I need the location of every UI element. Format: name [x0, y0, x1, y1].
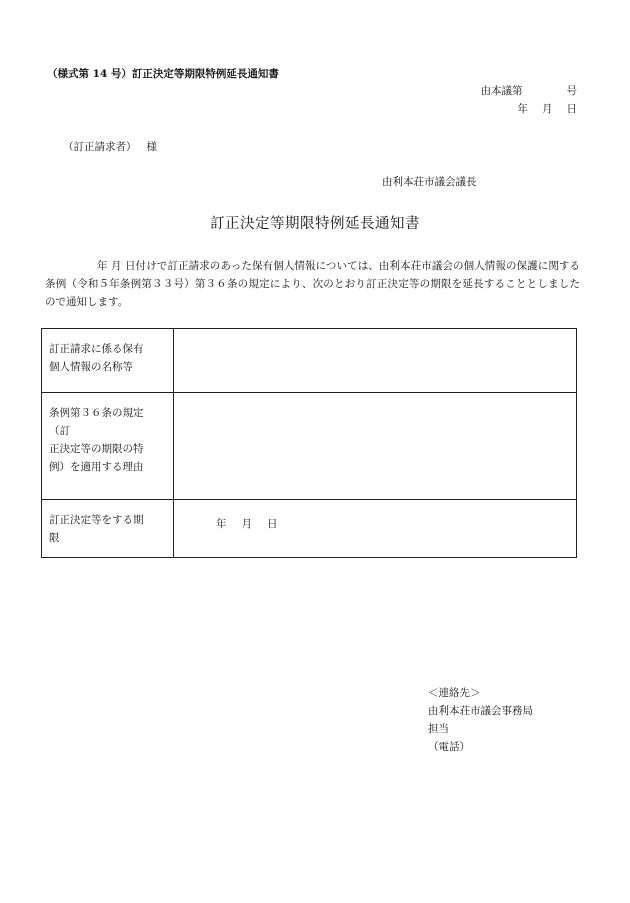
sender: 由利本荘市議会議長	[382, 176, 477, 188]
label-line: （訂	[49, 425, 70, 437]
table-row	[42, 329, 577, 393]
document-number	[481, 83, 578, 98]
contact-phone: （電話）	[428, 741, 470, 753]
document-number-prefix: 由本議第	[480, 85, 523, 97]
deadline-month: 月	[241, 518, 252, 530]
date-year: 年	[517, 103, 528, 115]
row-value-deadline	[174, 500, 577, 558]
label-line: 訂正決定等をする期	[49, 514, 144, 526]
document-title: 訂正決定等期限特例延長通知書	[210, 216, 420, 232]
contact-person: 担当	[428, 723, 449, 735]
label-line: 個人情報の名称等	[49, 361, 133, 373]
label-line: 例）を適用する理由	[49, 461, 144, 473]
table-row	[42, 393, 577, 500]
date-day: 日	[566, 103, 577, 115]
document-number-suffix: 号	[566, 85, 577, 97]
table-row	[42, 500, 577, 558]
deadline-year: 年	[216, 518, 227, 530]
label-line: 訂正請求に係る保有	[49, 343, 144, 355]
date-month: 月	[542, 103, 553, 115]
label-line: 正決定等の期限の特	[49, 443, 144, 455]
addressee-honorific: 様	[146, 141, 157, 153]
row-value-reason	[174, 393, 577, 500]
addressee-role: （訂正請求者）	[63, 141, 137, 153]
contact-block	[428, 684, 533, 756]
body-text: 年 月 日付けで訂正請求のあった保有個人情報については、由利本荘市議会の個人情報の保護に関する条例（令和５年条例第３３号）第３６条の規定により、次のとおり訂正決定等の期限を延長することとしましたので通知します。	[45, 260, 580, 308]
label-line: 限	[49, 532, 60, 544]
row-value-info-name	[174, 329, 577, 393]
deadline-day: 日	[267, 518, 278, 530]
row-label-reason	[42, 393, 174, 500]
row-label-deadline	[42, 500, 174, 558]
addressee	[63, 139, 157, 154]
info-table	[41, 328, 577, 558]
contact-heading: ＜連絡先＞	[428, 687, 481, 699]
form-number: （様式第 14 号）訂正決定等期限特例延長通知書	[47, 68, 279, 80]
row-label-info-name	[42, 329, 174, 393]
contact-office: 由利本荘市議会事務局	[428, 705, 533, 717]
issue-date	[518, 101, 578, 116]
label-line: 条例第３６条の規定	[49, 407, 144, 419]
